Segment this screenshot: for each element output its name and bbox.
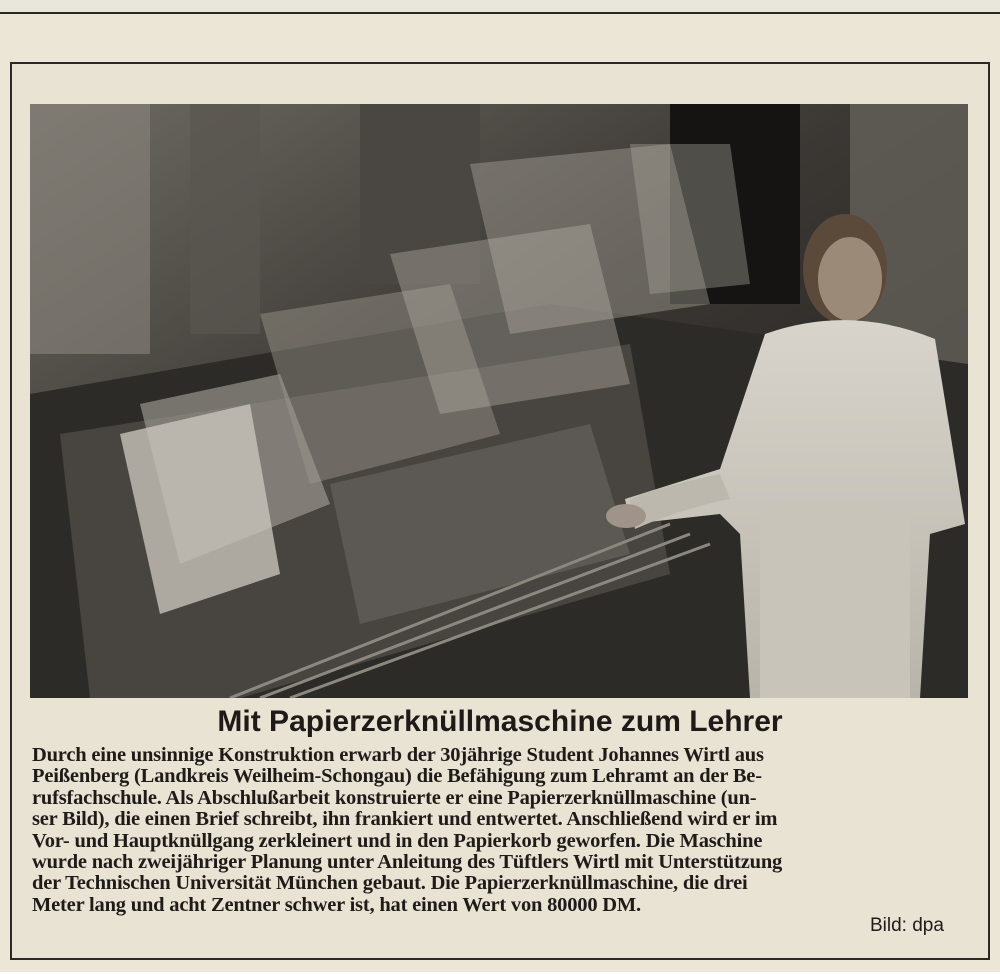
body-line: rufsfachschule. Als Abschlußarbeit konstruierte er eine Papierzerknüllmaschine (un- <box>32 786 757 809</box>
article-photo <box>30 104 968 698</box>
body-line: Durch eine unsinnige Konstruktion erwarb der 30jährige Student Johannes Wirtl aus <box>32 744 764 766</box>
body-line: Vor- und Hauptknüllgang zerkleinert und in den Papierkorb geworfen. Die Maschine <box>32 829 763 852</box>
page-top-margin <box>0 0 1000 12</box>
body-line: Meter lang und acht Zentner schwer ist, hat einen Wert von 80000 DM. <box>32 893 641 916</box>
photo-machine-and-student <box>30 104 968 698</box>
article-body <box>32 745 970 916</box>
body-line: der Technischen Universität München gebaut. Die Papierzerknüllmaschine, die drei <box>32 872 748 895</box>
body-line: ser Bild), die einen Brief schreibt, ihn frankiert und entwertet. Anschließend wird er im <box>32 808 778 831</box>
article-headline: Mit Papierzerknüllmaschine zum Lehrer <box>217 705 783 738</box>
body-line: Peißenberg (Landkreis Weilheim-Schongau) die Befähigung zum Lehramt an der Be- <box>32 765 762 788</box>
body-line: wurde nach zweijähriger Planung unter Anleitung des Tüftlers Wirtl mit Unterstützung <box>32 850 783 873</box>
photo-credit: Bild: dpa <box>870 915 944 936</box>
